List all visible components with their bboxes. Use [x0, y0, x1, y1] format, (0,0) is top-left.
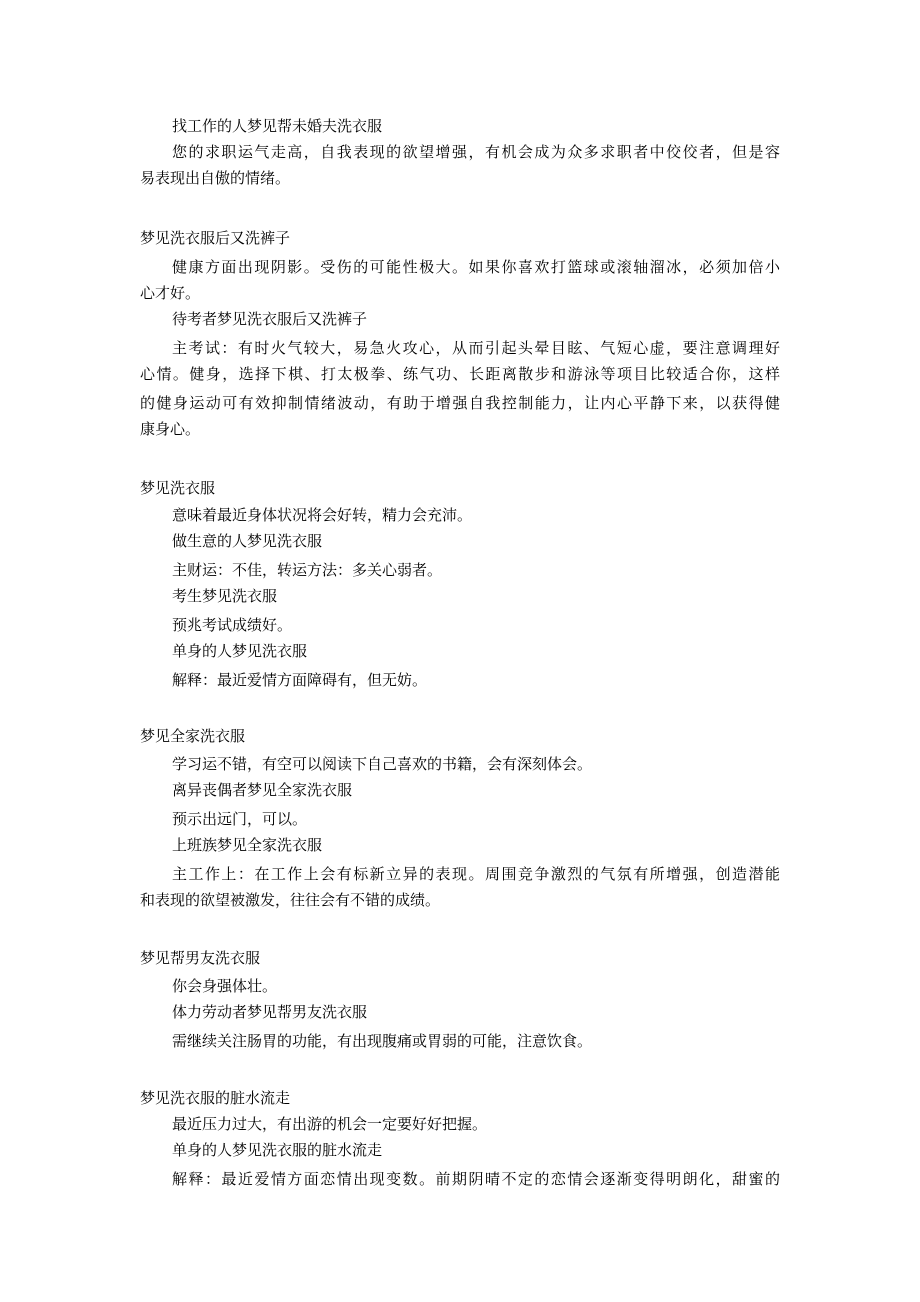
entry-label: 单身的人梦见洗衣服的脏水流走: [172, 1141, 383, 1159]
paragraph-line: 预兆考试成绩好。: [172, 616, 293, 634]
entry-label: 考生梦见洗衣服: [172, 587, 278, 605]
section-heading: 梦见洗衣服后又洗裤子: [140, 229, 291, 247]
section-heading: 梦见全家洗衣服: [140, 727, 246, 745]
paragraph-line: 学习运不错，有空可以阅读下自己喜欢的书籍，会有深刻体会。: [172, 755, 593, 773]
entry-label: 单身的人梦见洗衣服: [172, 642, 308, 660]
paragraph-line: 康身心。: [140, 420, 201, 438]
paragraph-line: 你会身强体壮。: [172, 977, 278, 995]
entry-label: 找工作的人梦见帮未婚夫洗衣服: [172, 117, 383, 135]
paragraph-line: 解释：最近爱情方面障碍有，但无妨。: [172, 671, 428, 689]
section-heading: 梦见洗衣服的脏水流走: [140, 1089, 291, 1107]
paragraph-line: 解释：最近爱情方面恋情出现变数。前期阴晴不定的恋情会逐渐变得明朗化，甜蜜的: [172, 1170, 780, 1188]
entry-label: 待考者梦见洗衣服后又洗裤子: [172, 310, 368, 328]
paragraph-line: 主工作上：在工作上会有标新立异的表现。周围竞争激烈的气氛有所增强，创造潜能: [172, 865, 780, 883]
paragraph-line: 最近压力过大，有出游的机会一定要好好把握。: [172, 1115, 488, 1133]
paragraph-line: 心才好。: [140, 284, 201, 302]
entry-label: 离异丧偶者梦见全家洗衣服: [172, 781, 353, 799]
entry-label: 做生意的人梦见洗衣服: [172, 532, 323, 550]
section-heading: 梦见洗衣服: [140, 479, 216, 497]
paragraph-line: 主考试：有时火气较大，易急火攻心，从而引起头晕目眩、气短心虚，要注意调理好: [172, 339, 780, 357]
paragraph-line: 健康方面出现阴影。受伤的可能性极大。如果你喜欢打篮球或滚轴溜冰，必须加倍小: [172, 258, 780, 276]
entry-label: 上班族梦见全家洗衣服: [172, 836, 323, 854]
paragraph-line: 您的求职运气走高，自我表现的欲望增强，有机会成为众多求职者中佼佼者，但是容: [172, 143, 780, 161]
section-heading: 梦见帮男友洗衣服: [140, 949, 261, 967]
entry-label: 体力劳动者梦见帮男友洗衣服: [172, 1003, 368, 1021]
paragraph-line: 易表现出自傲的情绪。: [140, 169, 291, 187]
paragraph-line: 心情。健身，选择下棋、打太极拳、练气功、长距离散步和游泳等项目比较适合你，这样: [140, 365, 780, 383]
paragraph-line: 主财运：不佳，转运方法：多关心弱者。: [172, 561, 443, 579]
paragraph-line: 的健身运动可有效抑制情绪波动，有助于增强自我控制能力，让内心平静下来，以获得健: [140, 394, 780, 412]
paragraph-line: 需继续关注肠胃的功能，有出现腹痛或胃弱的可能，注意饮食。: [172, 1032, 593, 1050]
paragraph-line: 和表现的欲望被激发，往往会有不错的成绩。: [140, 891, 441, 909]
paragraph-line: 预示出远门，可以。: [172, 810, 308, 828]
paragraph-line: 意味着最近身体状况将会好转，精力会充沛。: [172, 506, 473, 524]
